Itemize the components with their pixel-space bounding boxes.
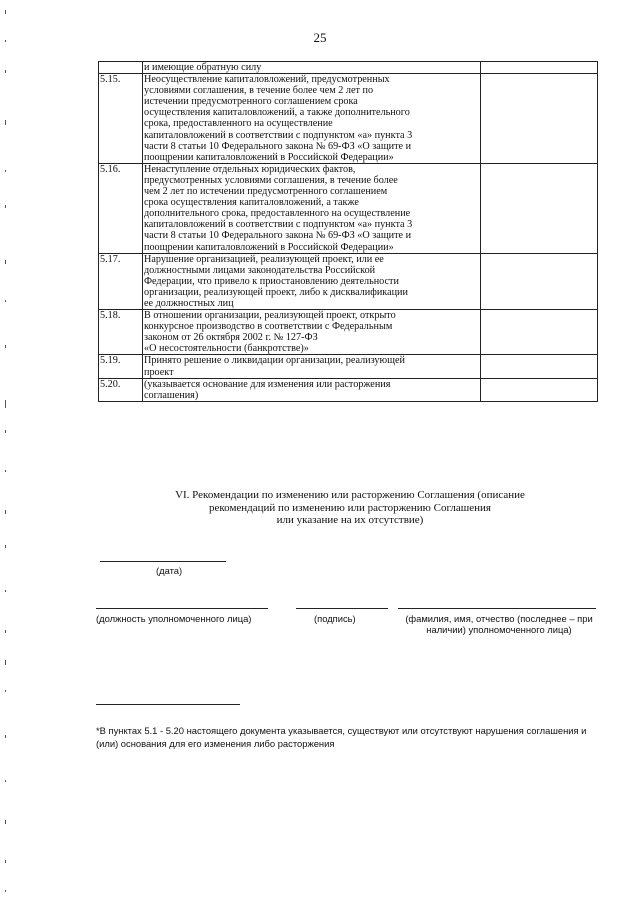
date-label: (дата) [156, 565, 183, 576]
name-line [398, 608, 596, 609]
table-row [99, 253, 598, 309]
footnote-rule [96, 704, 240, 705]
page-number: 25 [313, 30, 327, 45]
table-row [99, 74, 598, 164]
position-label: (должность уполномоченного лица) [96, 613, 252, 624]
table-row [99, 163, 598, 253]
row-status-cell [481, 355, 598, 378]
row-number [99, 62, 143, 74]
table-row [99, 62, 598, 74]
row-description: В отношении организации, реализующей проект, открыто конкурсное производство в соответствии с Федеральным законом от 26 октября 2002 г. № 127-ФЗ «О несостоятельности (банкротстве)» [143, 310, 481, 355]
row-description: Ненаступление отдельных юридических фактов, предусмотренных условиями соглашения, в течение более чем 2 лет по истечении предусмотренного соглашением срока осуществления капиталовложений, а также дополнительного срока, предоставленного на осуществление капиталовложений в соответствии с подпунктом «а» пункта 3 части 8 статьи 10 Федерального закона № 69-ФЗ «О защите и поощрении капиталовложений в Российской Федерации» [143, 163, 481, 253]
table-row [99, 310, 598, 355]
row-description: Неосуществление капиталовложений, предусмотренных условиями соглашения, в течение более чем 2 лет по истечении предусмотренного соглашением срока осуществления капиталовложений, а также дополнительного срока, предоставленного на осуществление капиталовложений в соответствии с подпунктом «а» пункта 3 части 8 статьи 10 Федерального закона № 69-ФЗ «О защите и поощрении капиталовложений в Российской Федерации» [143, 74, 481, 164]
row-number: 5.18. [99, 310, 143, 355]
row-status-cell [481, 253, 598, 309]
row-status-cell [481, 310, 598, 355]
name-label: (фамилия, имя, отчество (последнее – при наличии) уполномоченного лица) [405, 613, 593, 635]
row-description: Нарушение организацией, реализующей проект, или ее должностными лицами законодательства Российской Федерации, что привело к приостановлению деятельности организации, реализующей проект, либо к дисквалификации ее должностных лиц [143, 253, 481, 309]
signature-label: (подпись) [314, 613, 356, 624]
row-status-cell [481, 163, 598, 253]
position-line [96, 608, 268, 609]
violations-table [98, 61, 598, 402]
footnote: *В пунктах 5.1 - 5.20 настоящего документа указывается, существуют или отсутствуют нарушения соглашения и (или) основания для его изменения либо расторжения [96, 725, 587, 749]
table-row [99, 355, 598, 378]
row-status-cell [481, 74, 598, 164]
row-number: 5.15. [99, 74, 143, 164]
row-number: 5.16. [99, 163, 143, 253]
row-number: 5.17. [99, 253, 143, 309]
scan-margin-marks [3, 0, 9, 905]
table-row [99, 378, 598, 401]
row-status-cell [481, 62, 598, 74]
row-description: и имеющие обратную силу [143, 62, 481, 74]
row-number: 5.19. [99, 355, 143, 378]
signature-line [296, 608, 388, 609]
row-description: Принято решение о ликвидации организации, реализующей проект [143, 355, 481, 378]
row-status-cell [481, 378, 598, 401]
date-line [100, 561, 226, 562]
row-description: (указывается основание для изменения или расторжения соглашения) [143, 378, 481, 401]
row-number: 5.20. [99, 378, 143, 401]
section-heading: VI. Рекомендации по изменению или расторжению Соглашения (описание рекомендаций по изменению или расторжению Соглашения или указание на их отсутствие) [175, 489, 525, 526]
